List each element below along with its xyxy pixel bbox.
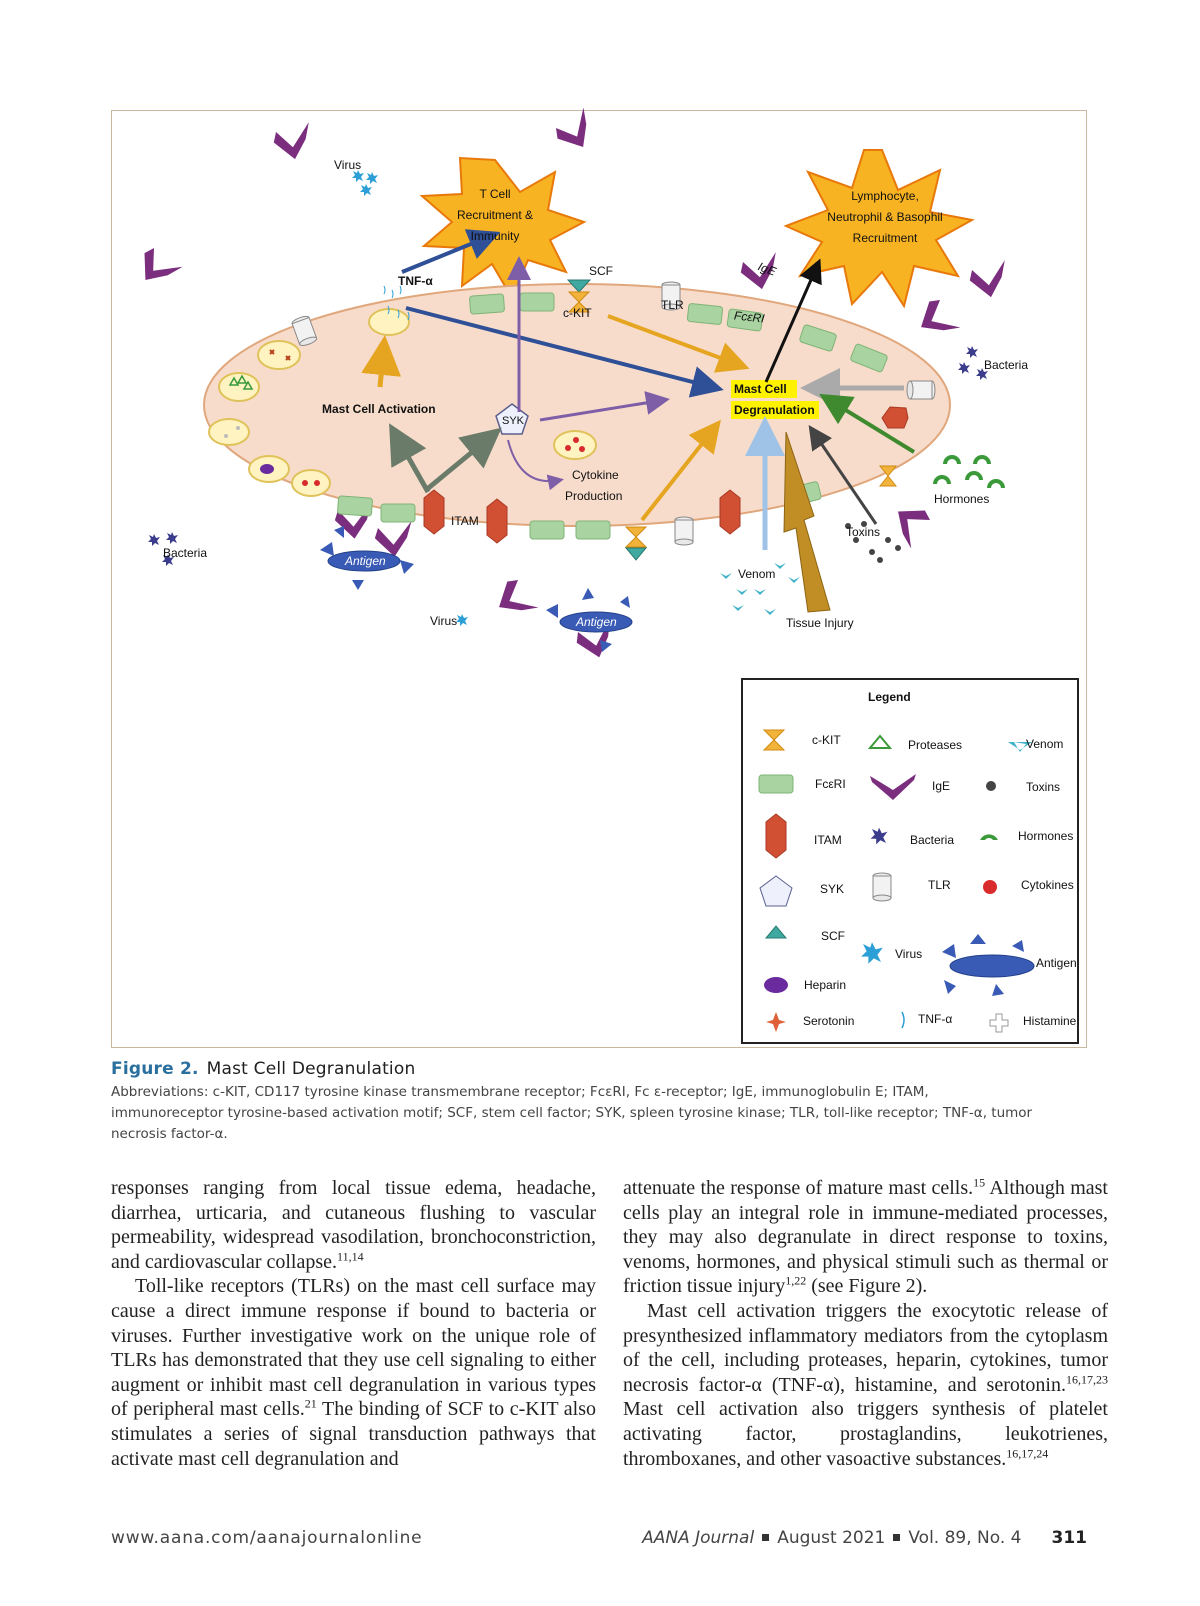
- figure-caption: [111, 1059, 1101, 1145]
- label-mast-degran-1: Mast Cell: [734, 382, 787, 396]
- body-column-left: [111, 1176, 596, 1471]
- caption-abbreviations: Abbreviations: c-KIT, CD117 tyrosine kinase transmembrane receptor; FcεRI, Fc ε-receptor; IgE, immunoglobulin E; ITAM, immunoreceptor tyrosine-based activation motif; SCF, stem cell factor; SYK, spleen tyrosine kinase; TLR, toll-like receptor; TNF-α, tumor necrosis factor-α.: [111, 1084, 1033, 1142]
- label-itam: ITAM: [451, 514, 479, 528]
- label-tnf: TNF-α: [398, 274, 433, 288]
- label-cytokine-1: Cytokine: [572, 468, 619, 482]
- label-toxins: Toxins: [846, 525, 881, 539]
- legend-histamine: Histamine: [1023, 1014, 1077, 1028]
- caption-label: Figure 2.: [111, 1059, 199, 1079]
- label-t-cell: T Cell Recruitment & Immunity: [456, 187, 534, 243]
- legend-tnf: TNF-α: [918, 1012, 953, 1026]
- label-ckit: c-KIT: [563, 306, 592, 320]
- legend-syk: SYK: [820, 882, 845, 896]
- legend-hormones: Hormones: [1018, 829, 1074, 843]
- footer-journal-info: AANA Journal August 2021 Vol. 89, No. 4 311: [642, 1528, 1087, 1548]
- label-syk: SYK: [502, 415, 525, 427]
- footer-url[interactable]: www.aana.com/aanajournalonline: [111, 1528, 423, 1548]
- legend-antigen: Antigen: [1036, 956, 1077, 970]
- legend-proteases: Proteases: [908, 738, 963, 752]
- label-mast-degran-2: Degranulation: [734, 403, 815, 417]
- page-number: 311: [1051, 1528, 1087, 1548]
- paragraph: attenuate the response of mature mast cells.$^{15}$ Although mast cells play an integral role in immune-mediated processes, they may also degranulate in direct response to toxins, venoms, hormones, and physical stimuli such as thermal or friction tissue injury$^{1,22}$ (see Figure 2).: [623, 1175, 1108, 1298]
- label-scf: SCF: [589, 264, 613, 278]
- label-bacteria-left: Bacteria: [163, 546, 208, 560]
- body-column-right: [623, 1176, 1108, 1471]
- legend-heparin: Heparin: [804, 978, 847, 992]
- legend-bacteria: Bacteria: [910, 833, 955, 847]
- label-hormones: Hormones: [934, 492, 990, 506]
- label-antigen-2: Antigen: [576, 615, 617, 629]
- legend-venom: Venom: [1026, 737, 1064, 751]
- label-tissue-injury: Tissue Injury: [786, 616, 854, 630]
- legend-toxins: Toxins: [1026, 780, 1061, 794]
- label-virus-top: Virus: [334, 158, 362, 172]
- paragraph: Mast cell activation triggers the exocytotic release of presynthesized inflammatory mediators from the cytoplasm of the cell, including proteases, heparin, cytokines, tumor necrosis factor-α (TNF-α), histamine, and serotonin.$^{16,17,23}$ Mast cell activation also triggers synthesis of platelet activating factor, prostaglandins, leukotrienes, thromboxanes, and other vasoactive substances.$^{16,17,24}$: [623, 1299, 1108, 1470]
- label-lymphocyte: Lymphocyte, Neutrophil & Basophil Recruitment: [827, 189, 943, 245]
- label-cytokine-2: Production: [565, 489, 623, 503]
- legend-fceri: FcεRI: [815, 777, 846, 791]
- paragraph: responses ranging from local tissue edema, headache, diarrhea, urticaria, and cutaneous flushing to vascular permeability, widespread vasodilation, bronchoconstriction, and cardiovascular collapse.$^{11,14}$: [111, 1177, 596, 1273]
- caption-title: Figure 2. Mast Cell Degranulation: [111, 1059, 416, 1079]
- legend-title: Legend: [868, 690, 911, 704]
- legend-ckit: c-KIT: [812, 733, 841, 747]
- label-venom: Venom: [738, 567, 776, 581]
- label-ige: IgE: [756, 259, 778, 279]
- legend-scf: SCF: [821, 929, 845, 943]
- label-mast-activation: Mast Cell Activation: [322, 402, 436, 416]
- label-tlr: TLR: [661, 298, 684, 312]
- label-virus-bottom: Virus: [430, 614, 458, 628]
- legend-ige: IgE: [932, 779, 951, 793]
- label-bacteria-right: Bacteria: [984, 358, 1029, 372]
- legend-virus: Virus: [895, 947, 923, 961]
- label-fceri: FcεRI: [733, 308, 766, 326]
- legend-itam: ITAM: [814, 833, 842, 847]
- paragraph: Toll-like receptors (TLRs) on the mast cell surface may cause a direct immune response if bound to bacteria or viruses. Further investigative work on the unique role of TLRs has demonstrated that they use cell signaling to either augment or inhibit mast cell degranulation in various types of peripheral mast cells.$^{21}$ The binding of SCF to c-KIT also stimulates a series of signal transduction pathways that activate mast cell degranulation and: [111, 1275, 596, 1470]
- legend-tlr: TLR: [928, 878, 951, 892]
- label-antigen-1: Antigen: [345, 554, 386, 568]
- legend-cytokines: Cytokines: [1021, 878, 1074, 892]
- legend-serotonin: Serotonin: [803, 1014, 855, 1028]
